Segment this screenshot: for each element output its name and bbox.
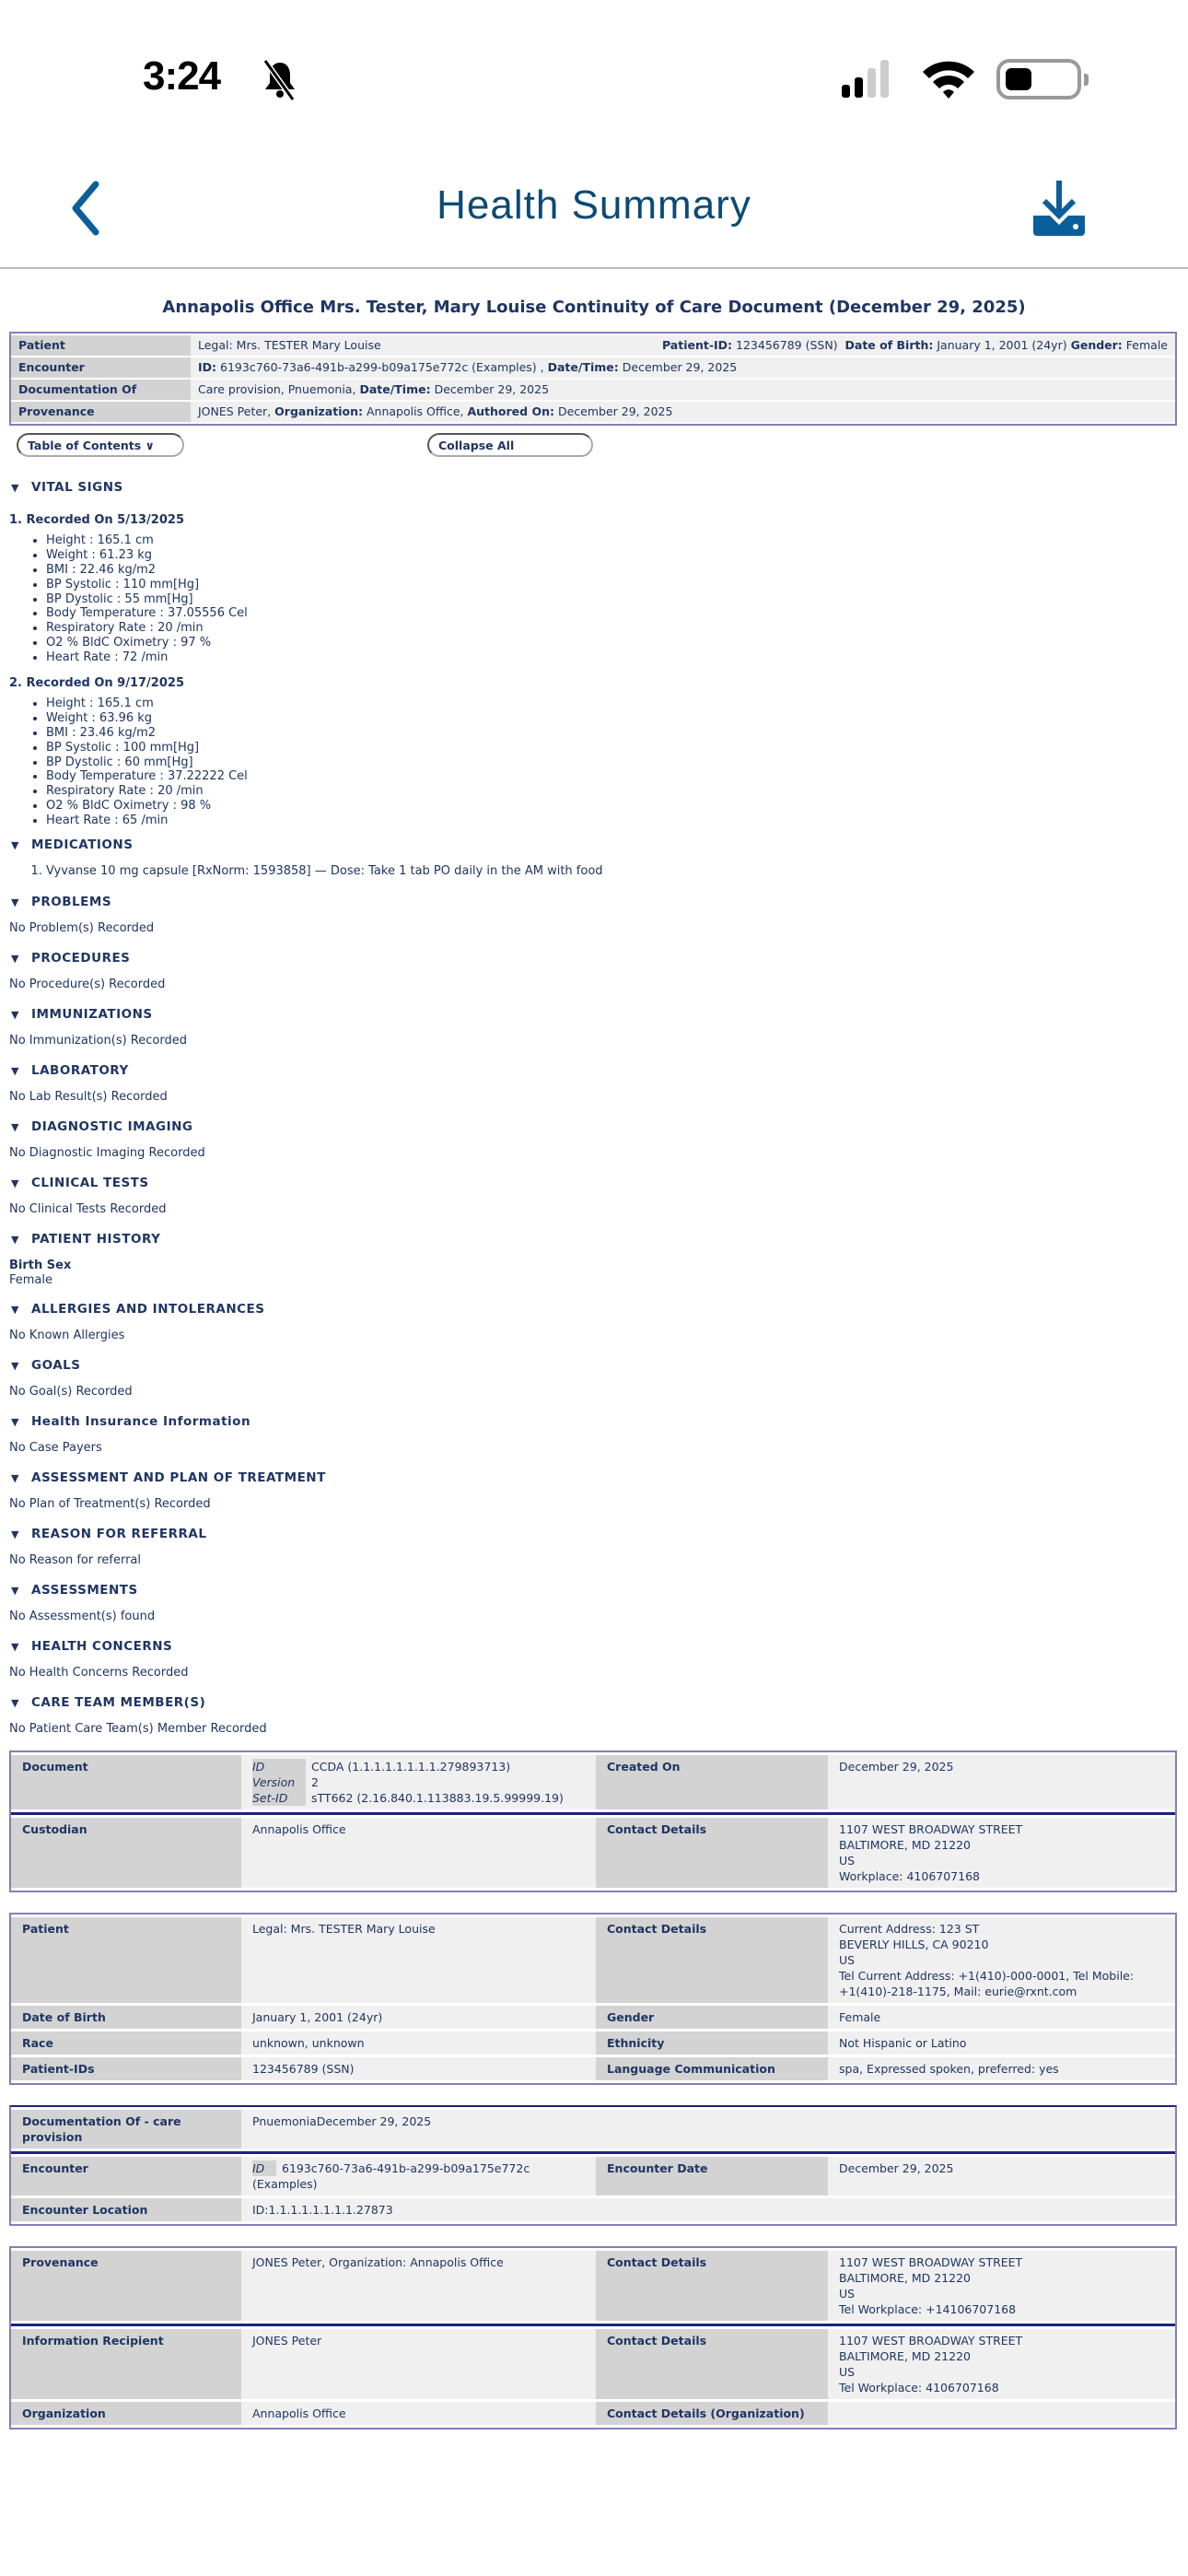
collapse-triangle-icon: ▼ [11, 1065, 19, 1078]
provenance-cell [191, 402, 1175, 422]
vitals-record-heading: 1. Recorded On 5/13/2025 [9, 513, 184, 527]
gender: Female [1125, 338, 1168, 352]
sections-group [0, 890, 1188, 1227]
address-line: BALTIMORE, MD 21220 [839, 1838, 971, 1853]
provenance-contact [828, 2251, 1175, 2321]
row-label: Gender [596, 2006, 828, 2029]
address-line: US [839, 2365, 856, 2380]
vital-item: • BP Dystolic : 55 mm[Hg] [46, 592, 1188, 607]
collapse-triangle-icon: ▼ [11, 1121, 19, 1134]
collapse-triangle-icon: ▼ [11, 1472, 19, 1485]
section-text: No Lab Result(s) Recorded [9, 1090, 168, 1105]
address-line: 1107 WEST BROADWAY STREET [839, 2255, 1023, 2270]
section-text: No Patient Care Team(s) Member Recorded [9, 1722, 267, 1737]
field-label: ID [252, 2160, 276, 2176]
dob: January 1, 2001 (24yr) [241, 2006, 596, 2029]
vital-item: • BP Systolic : 110 mm[Hg] [46, 578, 1188, 592]
documentation-value: Care provision, Pnuemonia, [198, 382, 356, 396]
wifi-icon [921, 57, 976, 100]
vital-item: • Respiratory Rate : 20 /min [46, 621, 1188, 636]
table-of-contents-button[interactable]: Table of Contents ∨ [17, 433, 184, 457]
table-row [11, 2402, 1175, 2425]
phone-line: Workplace: 4106707168 [839, 1869, 980, 1884]
vital-item: • Weight : 61.23 kg [46, 548, 1188, 563]
table-row [11, 1755, 1175, 1809]
phone-line: Tel Current Address: +1(410)-000-0001, Tel Mobile: +1(410)-218-1175, Mail: eurie@rxnt.com [839, 1969, 1135, 1999]
section-title: CARE TEAM MEMBER(S) [31, 1695, 206, 1711]
row-label: Contact Details [596, 1818, 828, 1888]
row-label: Custodian [11, 1818, 241, 1888]
section-header[interactable] [0, 1297, 1188, 1329]
phone-line: Tel Workplace: 4106707168 [839, 2381, 999, 2395]
patient-contact [828, 1917, 1175, 2003]
encounter-date: December 29, 2025 [828, 2157, 1175, 2195]
collapse-triangle-icon: ▼ [11, 1641, 19, 1654]
vital-item: • BP Dystolic : 60 mm[Hg] [46, 755, 1188, 770]
section-header[interactable] [0, 1522, 1188, 1553]
section-header-vital-signs[interactable] [0, 475, 1188, 507]
collapse-triangle-icon: ▼ [11, 896, 19, 909]
encounter-date: December 29, 2025 [622, 360, 738, 374]
field-label: Date of Birth: [844, 338, 934, 352]
section-text: No Assessment(s) found [9, 1610, 156, 1624]
section-header[interactable] [0, 1691, 1188, 1722]
vital-item: • BMI : 23.46 kg/m2 [46, 726, 1188, 741]
row-label: Contact Details [596, 2329, 828, 2399]
document-header-table [9, 332, 1177, 426]
provenance-info-table [9, 2246, 1177, 2430]
page-title: Health Summary [437, 182, 751, 228]
section-text: No Plan of Treatment(s) Recorded [9, 1497, 211, 1512]
row-label: Patient-IDs [11, 2057, 241, 2080]
field-label: Date/Time: [547, 360, 619, 374]
gender: Female [828, 2006, 1175, 2029]
race: unknown, unknown [241, 2032, 596, 2055]
collapse-triangle-icon: ▼ [11, 1304, 19, 1317]
section-title: ASSESSMENT AND PLAN OF TREATMENT [31, 1470, 326, 1486]
collapse-triangle-icon: ▼ [11, 953, 19, 966]
row-label: Contact Details [596, 2251, 828, 2321]
section-title: PROCEDURES [31, 951, 131, 966]
section-text: No Procedure(s) Recorded [9, 978, 166, 992]
document-version: 2 [311, 1775, 319, 1790]
table-row [11, 357, 1175, 378]
created-on: December 29, 2025 [828, 1755, 1175, 1809]
section-title: VITAL SIGNS [31, 480, 123, 495]
row-label: Provenance [11, 2251, 241, 2321]
vitals-list [0, 533, 1188, 665]
section-header[interactable] [0, 1410, 1188, 1441]
organization: Annapolis Office [241, 2402, 596, 2425]
collapse-triangle-icon: ▼ [11, 1528, 19, 1541]
section-text: No Case Payers [9, 1441, 102, 1456]
documentation-cell [191, 380, 1175, 400]
collapse-triangle-icon: ▼ [11, 1416, 19, 1429]
section-title: LABORATORY [31, 1063, 129, 1079]
row-label: Encounter Location [11, 2198, 241, 2221]
provenance-org: Annapolis Office, [366, 404, 464, 418]
address-line: BEVERLY HILLS, CA 90210 [839, 1938, 989, 1952]
section-title: PATIENT HISTORY [31, 1232, 161, 1247]
encounter-location: ID:1.1.1.1.1.1.1.1.27873 [241, 2198, 1175, 2221]
row-label: Organization [11, 2402, 241, 2425]
document-set-id: sTT662 (2.16.840.1.113883.19.5.99999.19) [311, 1791, 564, 1806]
vital-item: • Body Temperature : 37.22222 Cel [46, 769, 1188, 784]
row-label: Language Communication [596, 2057, 828, 2080]
section-text: No Health Concerns Recorded [9, 1666, 189, 1680]
vitals-record-heading: 2. Recorded On 9/17/2025 [9, 676, 184, 691]
vital-item: • BP Systolic : 100 mm[Hg] [46, 741, 1188, 755]
address-line: 1107 WEST BROADWAY STREET [839, 2334, 1023, 2348]
section-title: CLINICAL TESTS [31, 1176, 149, 1191]
table-row [11, 2057, 1175, 2080]
ccd-document [0, 271, 1188, 2450]
medication-item: 1. Vyvanse 10 mg capsule [RxNorm: 1593858] — Dose: Take 1 tab PO daily in the AM with food [46, 864, 1188, 879]
section-title: Health Insurance Information [31, 1414, 251, 1430]
collapse-triangle-icon: ▼ [11, 1009, 19, 1022]
collapse-triangle-icon: ▼ [11, 1234, 19, 1247]
field-label: Authored On: [467, 404, 554, 418]
patient-id: 123456789 (SSN) [736, 338, 838, 352]
patient-name: Legal: Mrs. TESTER Mary Louise [241, 1917, 596, 2003]
vital-item: • Heart Rate : 72 /min [46, 650, 1188, 665]
table-row [11, 2032, 1175, 2055]
provenance: JONES Peter, Organization: Annapolis Office [241, 2251, 596, 2321]
address-line: Current Address: 123 ST [839, 1922, 980, 1937]
divider [11, 2324, 1175, 2326]
section-header[interactable] [0, 1115, 1188, 1146]
row-label: Information Recipient [11, 2329, 241, 2399]
field-label: Organization: [274, 404, 363, 418]
custodian: Annapolis Office [241, 1818, 596, 1888]
section-title: ALLERGIES AND INTOLERANCES [31, 1302, 265, 1317]
documentation-date: December 29, 2025 [434, 382, 550, 396]
row-label: Created On [596, 1755, 828, 1809]
row-label: Encounter [11, 357, 191, 378]
nav-bar [0, 147, 1188, 269]
cellular-signal-icon [840, 59, 904, 100]
section-title: HEALTH CONCERNS [31, 1639, 173, 1655]
table-row [11, 335, 1175, 356]
section-title: REASON FOR REFERRAL [31, 1527, 207, 1542]
row-label: Provenance [11, 402, 191, 422]
patient-cell [191, 335, 1175, 356]
encounter-cell [191, 357, 1175, 378]
dob: January 1, 2001 (24yr) [937, 338, 1067, 352]
collapse-triangle-icon: ▼ [11, 1585, 19, 1598]
row-label: Race [11, 2032, 241, 2055]
row-label: Document [11, 1755, 241, 1809]
table-row [11, 1917, 1175, 2003]
row-label: Encounter [11, 2157, 241, 2195]
section-text: No Immunization(s) Recorded [9, 1034, 187, 1048]
section-text: No Diagnostic Imaging Recorded [9, 1146, 205, 1161]
custodian-contact [828, 1818, 1175, 1888]
patient-name: Legal: Mrs. TESTER Mary Louise [198, 338, 381, 352]
table-row [11, 2198, 1175, 2221]
section-header[interactable] [0, 1466, 1188, 1497]
field-label: Set-ID [252, 1790, 306, 1806]
section-header-patient-history[interactable] [0, 1227, 1188, 1259]
field-label: Date/Time: [359, 382, 431, 396]
birth-sex-value: Female [9, 1272, 53, 1287]
table-row [11, 2110, 1175, 2149]
encounter-id-cell [241, 2157, 596, 2195]
section-title: MEDICATIONS [31, 837, 134, 853]
table-row [11, 2329, 1175, 2399]
status-bar [0, 0, 1188, 147]
collapse-triangle-icon: ▼ [11, 1177, 19, 1190]
documentation-of: PnuemoniaDecember 29, 2025 [241, 2110, 1175, 2149]
address-line: US [839, 1953, 856, 1968]
clock: 3:24 [143, 53, 221, 99]
section-header[interactable] [0, 1634, 1188, 1666]
section-header-medications[interactable] [0, 833, 1188, 864]
download-icon[interactable] [1030, 179, 1089, 238]
table-row [11, 2157, 1175, 2195]
vital-item: • O2 % BldC Oximetry : 97 % [46, 636, 1188, 650]
section-header[interactable] [0, 1002, 1188, 1034]
section-header[interactable] [0, 1353, 1188, 1385]
section-text: No Reason for referral [9, 1553, 141, 1568]
provenance-date: December 29, 2025 [557, 404, 673, 418]
vital-item: • Heart Rate : 65 /min [46, 814, 1188, 828]
vital-item: • Weight : 63.96 kg [46, 711, 1188, 726]
divider [11, 1812, 1175, 1815]
section-header[interactable] [0, 890, 1188, 921]
address-line: BALTIMORE, MD 21220 [839, 2349, 971, 2364]
organization-contact [828, 2402, 1175, 2425]
encounter-info-table [9, 2105, 1177, 2226]
section-title: GOALS [31, 1358, 81, 1374]
divider [11, 2151, 1175, 2154]
section-header[interactable] [0, 946, 1188, 978]
vital-item: • Height : 165.1 cm [46, 533, 1188, 548]
battery-icon [996, 59, 1081, 100]
section-text: No Known Allergies [9, 1329, 125, 1343]
vital-item: • O2 % BldC Oximetry : 98 % [46, 799, 1188, 814]
language: spa, Expressed spoken, preferred: yes [828, 2057, 1175, 2080]
vital-signs-section [0, 507, 1188, 828]
table-row [11, 380, 1175, 400]
field-label: Version [252, 1774, 306, 1790]
encounter-id: 6193c760-73a6-491b-a299-b09a175e772c (Examples) , [220, 360, 544, 374]
table-row [11, 2006, 1175, 2029]
recipient: JONES Peter [241, 2329, 596, 2399]
birth-sex-label: Birth Sex [9, 1259, 72, 1273]
document-id: CCDA (1.1.1.1.1.1.1.1.279893713) [311, 1760, 511, 1774]
vitals-list [0, 697, 1188, 828]
section-text: No Goal(s) Recorded [9, 1385, 133, 1399]
sections-group [0, 1297, 1188, 1747]
recipient-contact [828, 2329, 1175, 2399]
row-label: Patient [11, 335, 191, 356]
row-label: Documentation Of [11, 380, 191, 400]
table-row [11, 1818, 1175, 1888]
document-info-table [9, 1751, 1177, 1892]
section-title: IMMUNIZATIONS [31, 1007, 153, 1023]
address-line: US [839, 1854, 856, 1868]
collapse-all-button[interactable]: Collapse All [427, 433, 593, 457]
row-label: Patient [11, 1917, 241, 2003]
vital-item: • Body Temperature : 37.05556 Cel [46, 606, 1188, 621]
row-label: Date of Birth [11, 2006, 241, 2029]
section-header[interactable] [0, 1578, 1188, 1610]
section-header[interactable] [0, 1059, 1188, 1090]
address-line: 1107 WEST BROADWAY STREET [839, 1822, 1023, 1837]
section-title: DIAGNOSTIC IMAGING [31, 1119, 193, 1135]
section-header[interactable] [0, 1171, 1188, 1202]
row-label: Documentation Of - care provision [11, 2110, 241, 2149]
collapse-triangle-icon: ▼ [11, 1360, 19, 1373]
collapse-triangle-icon: ▼ [11, 482, 19, 494]
row-label: Encounter Date [596, 2157, 828, 2195]
field-label: ID: [198, 360, 217, 374]
field-label: Patient-ID: [661, 338, 733, 352]
table-row [11, 402, 1175, 422]
vital-item: • BMI : 22.46 kg/m2 [46, 563, 1188, 578]
address-line: BALTIMORE, MD 21220 [839, 2271, 971, 2286]
encounter-id: 6193c760-73a6-491b-a299-b09a175e772c (Examples) [252, 2161, 530, 2192]
collapse-triangle-icon: ▼ [11, 1697, 19, 1710]
table-row [11, 2251, 1175, 2321]
section-text: No Clinical Tests Recorded [9, 1202, 167, 1217]
section-text: No Problem(s) Recorded [9, 921, 155, 936]
row-label: Contact Details (Organization) [596, 2402, 828, 2425]
vital-item: • Respiratory Rate : 20 /min [46, 784, 1188, 799]
section-title: ASSESSMENTS [31, 1583, 138, 1598]
silent-bell-icon [262, 59, 298, 101]
row-label: Ethnicity [596, 2032, 828, 2055]
section-title: PROBLEMS [31, 895, 112, 910]
document-ids [241, 1755, 596, 1809]
vital-item: • Height : 165.1 cm [46, 697, 1188, 711]
row-label: Contact Details [596, 1917, 828, 2003]
ethnicity: Not Hispanic or Latino [828, 2032, 1175, 2055]
field-label: Gender: [1070, 338, 1123, 352]
address-line: US [839, 2287, 856, 2301]
document-title: Annapolis Office Mrs. Tester, Mary Louise Continuity of Care Document (December 29, 2025) [162, 298, 1026, 317]
patient-ids: 123456789 (SSN) [241, 2057, 596, 2080]
provenance-author: JONES Peter, [198, 404, 272, 418]
phone-line: Tel Workplace: +14106707168 [839, 2302, 1017, 2317]
patient-info-table [9, 1913, 1177, 2085]
field-label: ID [252, 1759, 306, 1774]
collapse-triangle-icon: ▼ [11, 839, 19, 852]
